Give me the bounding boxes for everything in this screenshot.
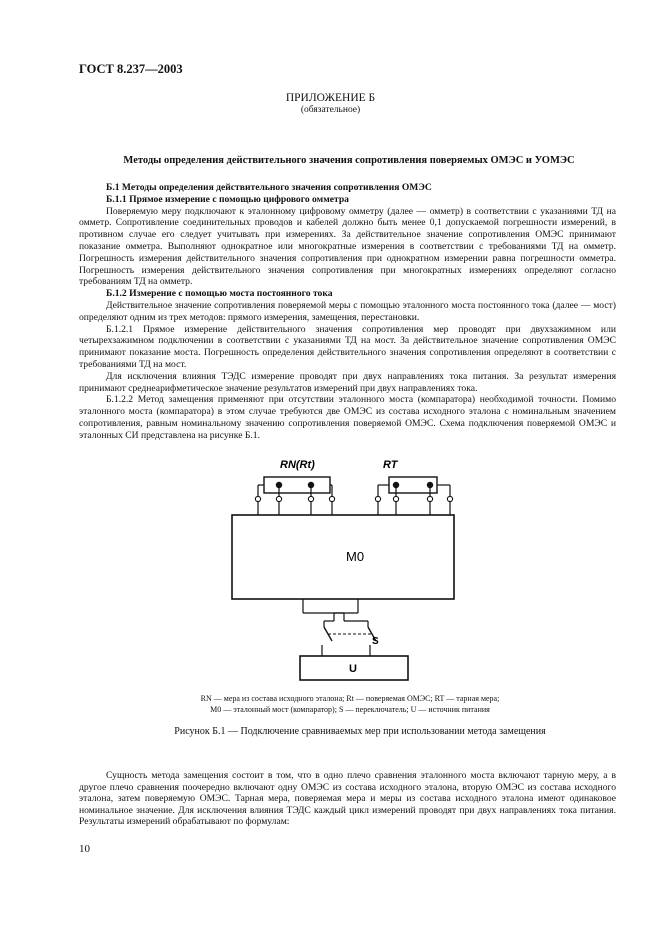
figure-caption: Рисунок Б.1 — Подключение сравниваемых мер при использовании метода замещения (174, 726, 546, 737)
resistor-rn-box (264, 477, 330, 493)
bridge-terminal-4 (329, 496, 334, 501)
bridge-terminal-8 (447, 496, 452, 501)
figure-legend (120, 694, 580, 715)
appendix-subtitle: (обязательное) (300, 105, 361, 115)
heading-b12: Б.1.2 Измерение с помощью моста постоянного тока (106, 288, 333, 300)
appendix-block (0, 92, 661, 116)
label-rn-text: RN(Rt) (280, 459, 315, 471)
paragraph-b12: Действительное значение сопротивления поверяемой меры с помощью эталонного моста постоянного тока (далее — мост) определяют одним из трех методов: прямого измерения, замещения, перестановки. (79, 299, 616, 323)
paragraph-b121: Б.1.2.1 Прямое измерение действительного значения сопротивления мер проводят при двухзажимном или четырехзажимном подключении в соответствии с указаниями ТД на мост. За действительное значение сопротивления ОМЭС принимают показание моста. Погрешность определения действительного значения сопротивления определяют в соответствии с требованиями ТД на мост. (79, 323, 616, 370)
figure-legend-line-1: RN — мера из состава исходного эталона; Rt — поверяемая ОМЭС; RT — тарная мера; (200, 694, 500, 703)
body-text-upper (79, 182, 616, 442)
heading-b1: Б.1 Методы определения действительного значения сопротивления ОМЭС (106, 182, 432, 193)
body-text-lower (79, 770, 616, 828)
document-header: ГОСТ 8.237—2003 (79, 62, 183, 76)
label-m0: M0 (346, 549, 365, 564)
label-rt: RT (383, 459, 398, 471)
paragraph-b11: Поверяемую меру подключают к эталонному цифровому омметру (далее — омметр) в соответствии с указаниями ТД на омметр. Сопротивление соединительных проводов и кабелей должно быть менее 0,1 допускаемой погрешности измерений, в противном случае его следует учитывать при измерениях. За действительное значение сопротивления ОМЭС принимают показание омметра. Выполняют однократное или многократные измерения в соответствии с требованиями ТД на омметр. Погрешность измерения действительного значения сопротивления при однократном измерении равна погрешности омметра. Погрешность измерения действительного значения сопротивления при многократных измерениях определяют согласно требованиям ТД на омметр. (79, 205, 616, 288)
label-rn (280, 459, 315, 471)
circuit-diagram (228, 455, 458, 687)
bridge-terminal-7 (427, 496, 432, 501)
bridge-terminal-5 (375, 496, 380, 501)
main-title: Методы определения действительного значения сопротивления поверяемых ОМЭС и УОМЭС (123, 155, 575, 166)
bridge-terminal-1 (255, 496, 260, 501)
circuit-figure (228, 455, 458, 687)
paragraph-b122: Б.1.2.2 Метод замещения применяют при отсутствии эталонного моста (компаратора) необходимой точности. Помимо эталонного моста (компаратора) в этом случае требуются две ОМЭС из состава исходного эталона с номинальным значением сопротивления, равным номинальному значению сопротивления поверяемой ОМЭС. Схема подключения поверяемой ОМЭС и эталонных СИ представлена на рисунке Б.1. (79, 394, 616, 441)
page-number: 10 (79, 843, 90, 855)
label-u: U (349, 663, 357, 675)
bridge-terminal-2 (276, 496, 281, 501)
bridge-terminal-3 (308, 496, 313, 501)
heading-b11: Б.1.1 Прямое измерение с помощью цифрового омметра (106, 193, 349, 205)
figure-legend-line-2: M0 — эталонный мост (компаратор); S — переключатель; U — источник питания (210, 704, 490, 714)
paragraph-substitution: Сущность метода замещения состоит в том, что в одно плечо сравнения эталонного моста включают тарную меру, а в другое плечо сравнения поочередно включают одну ОМЭС из состава исходного эталона, вторую ОМЭС из состава исходного эталона, затем поверяемую ОМЭС. Тарная мера, поверяемая мера и меры из состава исходного эталона имеют одинаковое номинальное значение. Для исключения влияния ТЭДС каждый цикл измерений проводят при двух направлениях тока питания. Результаты измерений обрабатывают по формулам: (79, 770, 616, 828)
label-s: S (372, 636, 379, 647)
bridge-terminal-6 (393, 496, 398, 501)
appendix-title: ПРИЛОЖЕНИЕ Б (285, 92, 376, 104)
paragraph-tds: Для исключения влияния ТЭДС измерение проводят при двух направлениях тока питания. За результат измерения принимают среднеарифметическое значение результатов измерений при двух направлениях тока. (79, 370, 616, 394)
bridge-m0-box (232, 515, 454, 599)
